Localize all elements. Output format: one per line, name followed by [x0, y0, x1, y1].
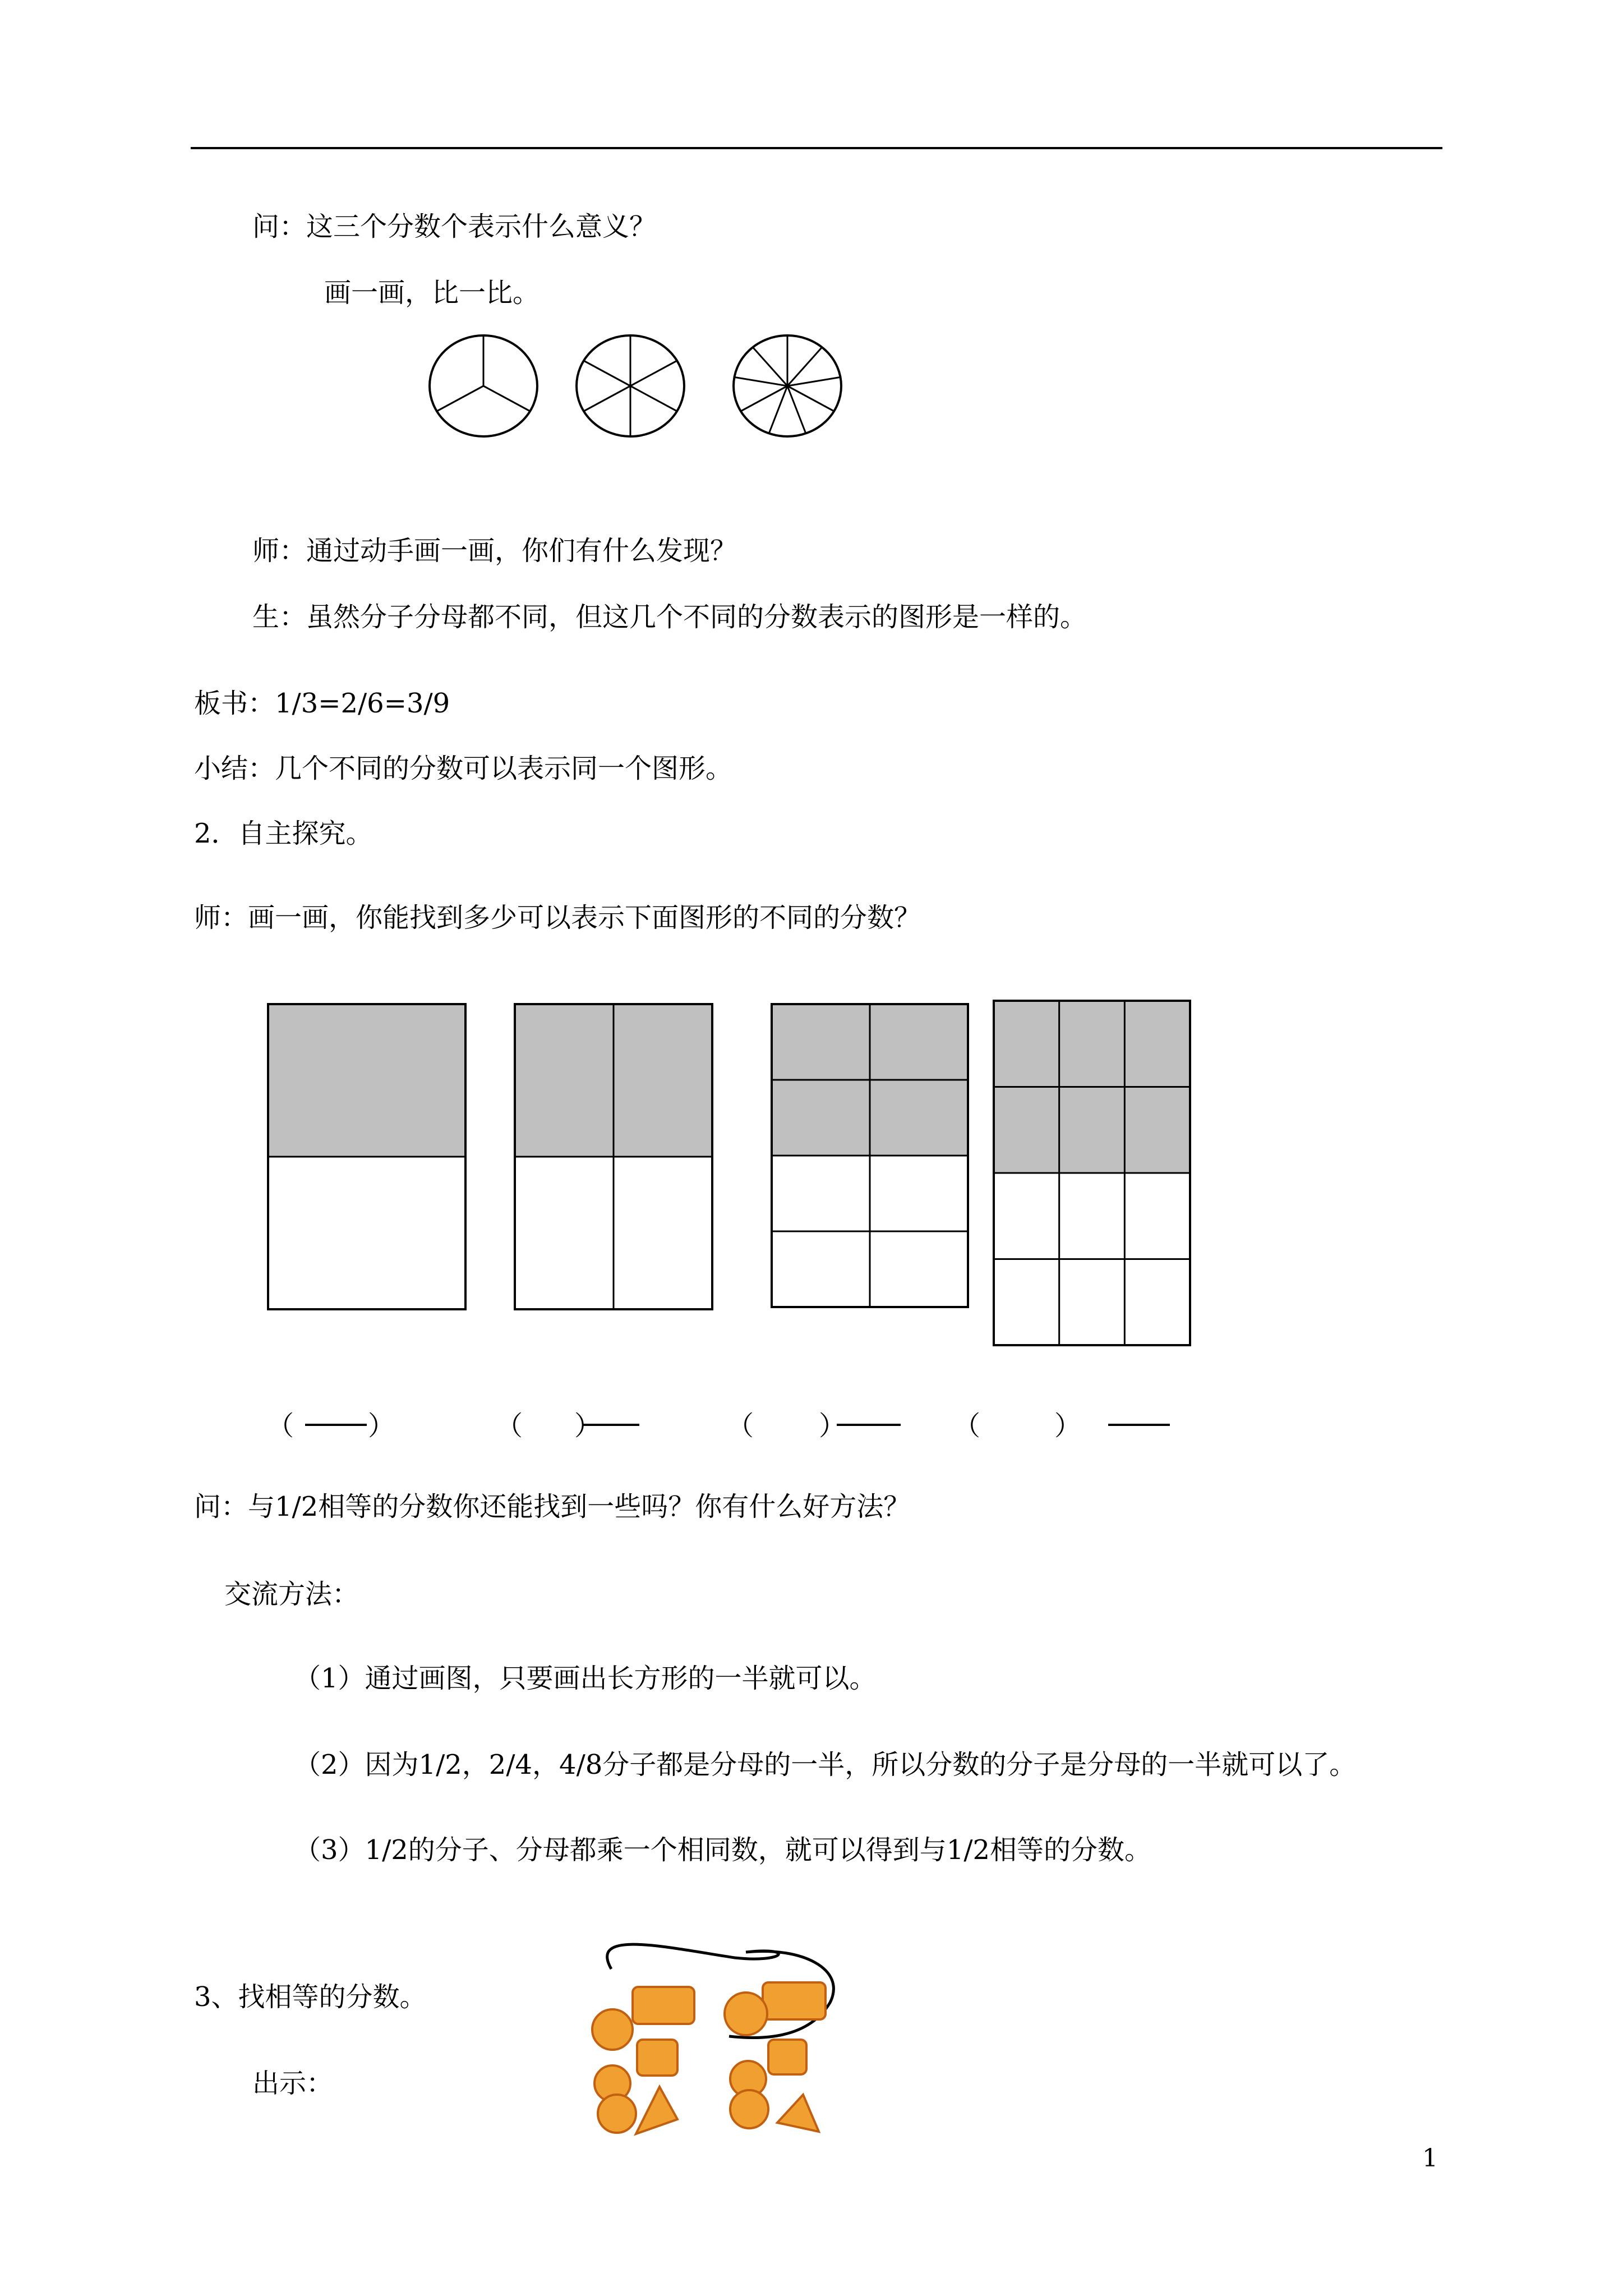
method-1: （1）通过画图，只要画出长方形的一半就可以。: [294, 1663, 877, 1694]
blank-open-2: （: [496, 1410, 523, 1442]
fraction-rectangles: [268, 1001, 1190, 1345]
cracker-1: [633, 1987, 694, 2024]
circle-3-divider: [787, 347, 822, 386]
page-number: 1: [1422, 2144, 1438, 2173]
teacher-task: 师：画一画，你能找到多少可以表示下面图形的不同的分数？: [194, 902, 921, 933]
circle-3-divider: [787, 377, 841, 386]
exchange-methods: 交流方法：: [224, 1579, 359, 1610]
section-2-heading: 2．自主探究。: [194, 818, 373, 849]
round-cookie-1: [592, 2009, 633, 2050]
rect-1-shaded: [268, 1004, 465, 1157]
round-cookie-2: [725, 1993, 767, 2035]
blank-close-2: ）: [574, 1410, 602, 1442]
board-writing: 板书：1/3=2/6=3/9: [194, 688, 450, 719]
blank-close-4: ）: [1054, 1410, 1082, 1442]
circle-3-divider: [787, 386, 806, 434]
circle-1-divider: [437, 386, 483, 411]
show-label: 出示：: [252, 2068, 334, 2099]
blank-open-4: （: [953, 1410, 981, 1442]
section-3-heading: 3、找相等的分数。: [194, 1981, 427, 2013]
circle-3-divider: [787, 386, 834, 411]
round-cookie-6: [730, 2090, 768, 2128]
summary: 小结：几个不同的分数可以表示同一个图形。: [194, 753, 733, 784]
cracker-2: [763, 1982, 826, 2019]
blank-open-3: （: [727, 1410, 754, 1442]
circle-3-divider: [734, 377, 787, 386]
cracker-3: [637, 2040, 677, 2076]
circle-2-divider: [630, 361, 677, 386]
teacher-question: 师：通过动手画一画，你们有什么发现？: [252, 535, 737, 567]
triangle-cookie-2: [777, 2095, 819, 2132]
circle-3-divider: [741, 386, 787, 411]
student-answer: 生：虽然分子分母都不同，但这几个不同的分数表示的图形是一样的。: [252, 601, 1087, 633]
round-cookie-4: [598, 2095, 636, 2133]
blank-close-3: ）: [819, 1410, 846, 1442]
circle-1-divider: [483, 386, 530, 411]
circle-2-divider: [584, 361, 630, 386]
question-meaning: 问：这三个分数个表示什么意义？: [252, 211, 657, 242]
question-equal-half: 问：与1/2相等的分数你还能找到一些吗？你有什么好方法？: [194, 1491, 911, 1522]
circle-2-divider: [584, 386, 630, 411]
method-2: （2）因为1/2，2/4，4/8分子都是分母的一半，所以分数的分子是分母的一半就可以了。: [294, 1749, 1357, 1780]
fraction-circles: [430, 335, 841, 436]
circle-3-divider: [769, 386, 787, 434]
circle-3-divider: [753, 347, 787, 386]
blank-open-1: （: [267, 1410, 294, 1442]
method-3: （3）1/2的分子、分母都乘一个相同数，就可以得到与1/2相等的分数。: [294, 1834, 1152, 1866]
blank-close-1: ）: [368, 1410, 395, 1442]
triangle-cookie-1: [636, 2087, 677, 2134]
circle-2-divider: [630, 386, 677, 411]
cookie-illustration: [592, 1944, 833, 2134]
cracker-4: [768, 2040, 806, 2074]
draw-compare-label: 画一画，比一比。: [324, 277, 540, 309]
